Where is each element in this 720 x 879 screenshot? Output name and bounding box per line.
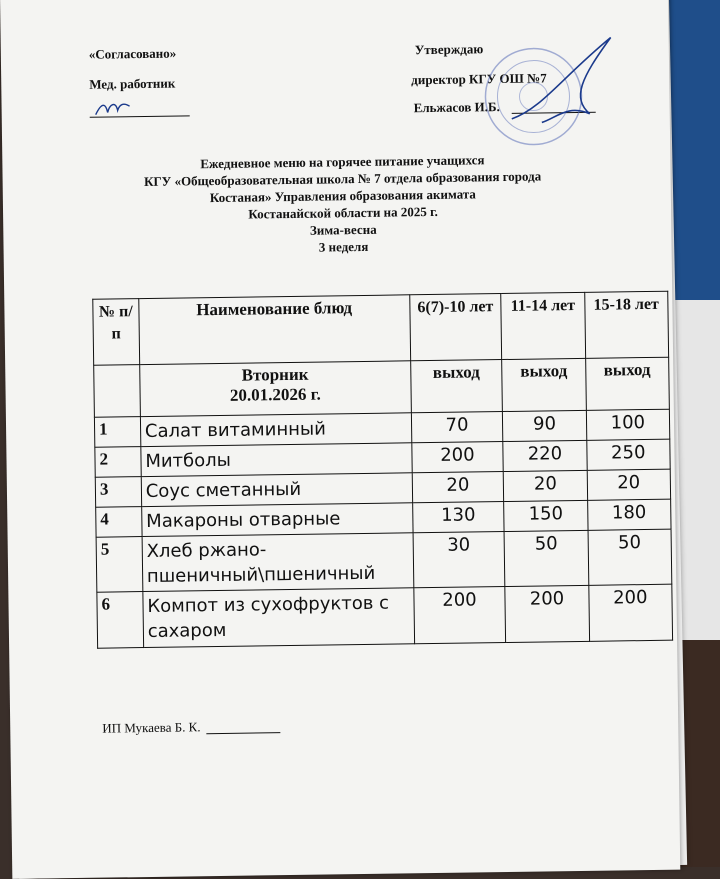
dish-name: Соус сметанный: [141, 473, 412, 507]
title-line-3: Костаная» Управления образования акимата: [209, 186, 476, 206]
portion-value: 200: [413, 587, 505, 644]
dish-name: Салат витаминный: [140, 413, 411, 447]
title-line-1: Ежедневное меню на горячее питание учащихся: [200, 152, 485, 172]
portion-value: 200: [411, 442, 503, 473]
medic-role: Мед. работник: [89, 75, 176, 92]
row-number: 2: [95, 447, 141, 478]
dish-name: Хлеб ржано-пшеничный\пшеничный: [142, 533, 414, 592]
menu-table: [92, 291, 673, 649]
empty-cell: [94, 365, 141, 418]
row-number: 3: [95, 477, 141, 508]
week: 3 неделя: [318, 238, 369, 255]
agreed-label: «Согласовано»: [88, 45, 177, 62]
row-number: 4: [96, 507, 142, 538]
portion-value: 100: [586, 409, 670, 440]
school-stamp: [470, 17, 622, 149]
season: Зима-весна: [309, 221, 377, 238]
approve-label: Утверждаю: [414, 41, 484, 58]
day-row: [94, 357, 670, 417]
portion-value: 130: [412, 502, 504, 533]
portion-value: 50: [504, 530, 588, 586]
table-header-row: [93, 291, 669, 365]
day-name: Вторник: [241, 364, 309, 385]
col-name-header: Наименование блюд: [139, 295, 411, 365]
row-number: 1: [94, 417, 140, 448]
director-name: Ельжасов И.Б.: [413, 99, 500, 116]
portion-value: 150: [504, 500, 588, 531]
portion-value: 180: [587, 499, 671, 530]
portion-value: 250: [586, 439, 670, 470]
menu-title: [122, 150, 563, 258]
age-group-header: 15-18 лет: [584, 291, 668, 358]
output-label: выход: [410, 360, 502, 413]
portion-value: 30: [413, 532, 505, 588]
dish-name: Макароны отварные: [141, 503, 412, 537]
director-role: директор КГУ ОШ №7: [411, 70, 547, 88]
output-label: выход: [585, 357, 669, 410]
supplier-signature-line: [206, 732, 280, 734]
supplier-name: ИП Мукаева Б. К.: [102, 719, 201, 736]
portion-value: 200: [505, 585, 589, 642]
portion-value: 70: [411, 412, 503, 443]
day-cell: [140, 361, 412, 417]
row-number: 5: [96, 537, 143, 593]
portion-value: 50: [588, 529, 672, 585]
table-row: [97, 584, 673, 648]
dish-name: Компот из сухофруктов с сахаром: [143, 588, 415, 648]
title-line-4: Костанайской области на 2025 г.: [248, 203, 438, 222]
portion-value: 90: [503, 410, 587, 441]
day-date: 20.01.2026 г.: [229, 384, 321, 405]
portion-value: 220: [503, 440, 587, 471]
portion-value: 200: [588, 584, 672, 641]
age-group-header: 6(7)-10 лет: [409, 294, 502, 361]
age-group-header: 11-14 лет: [501, 292, 585, 359]
medic-signature: [93, 98, 133, 119]
col-num-header: № п/п: [93, 299, 140, 366]
portion-value: 20: [412, 472, 504, 503]
portion-value: 20: [504, 470, 588, 501]
portion-value: 20: [587, 469, 671, 500]
row-number: 6: [97, 592, 144, 649]
table-row: [96, 529, 672, 592]
title-line-2: КГУ «Общеобразовательная школа № 7 отдела образования города: [143, 168, 542, 190]
output-label: выход: [502, 358, 586, 411]
dish-name: Митболы: [141, 443, 412, 477]
